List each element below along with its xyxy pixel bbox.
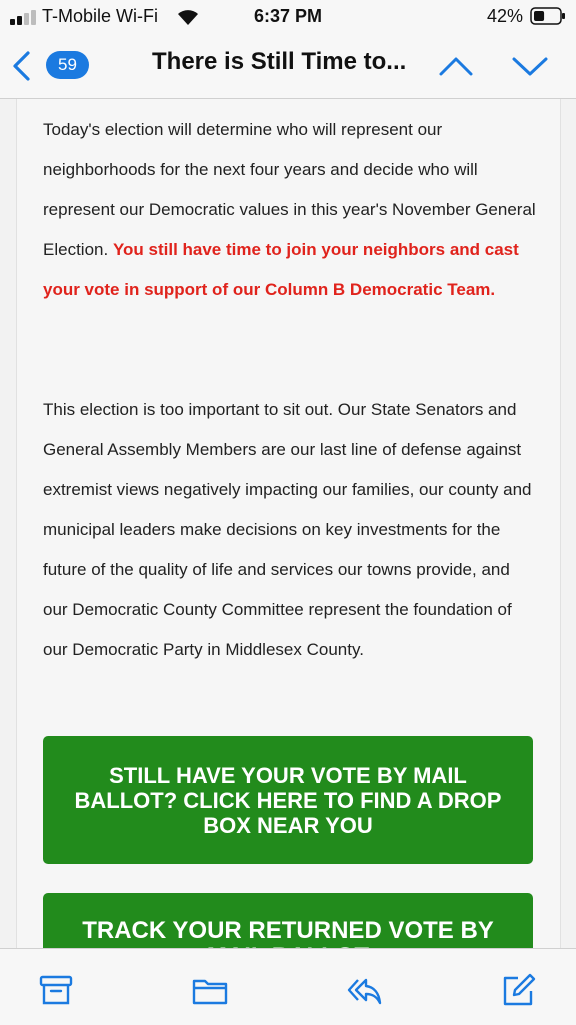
next-message-chevron-down-icon[interactable] xyxy=(511,54,549,78)
previous-message-chevron-up-icon[interactable] xyxy=(438,54,474,78)
back-chevron-icon[interactable] xyxy=(10,50,34,82)
importance-paragraph: This election is too important to sit out. Our State Senators and General Assembly Members are our last line of defense against extremist views negatively impacting our families, our county and municipal leaders make decisions on key investments for the future of the quality of life and services our towns provide, and our Democratic County Committee represent the foundation of our Democratic Party in Middlesex County. xyxy=(43,400,532,659)
bottom-toolbar xyxy=(0,948,576,1025)
carrier-name: T-Mobile Wi-Fi xyxy=(42,6,158,26)
archive-icon[interactable] xyxy=(38,973,74,1007)
mail-nav-bar xyxy=(0,34,576,99)
compose-icon[interactable] xyxy=(500,973,536,1007)
drop-box-button-label: STILL HAVE YOUR VOTE BY MAIL BALLOT? CLICK HERE TO FIND A DROP BOX NEAR YOU xyxy=(74,763,502,838)
track-ballot-button-label: TRACK YOUR RETURNED VOTE BY xyxy=(82,917,494,944)
highlighted-call-to-action: You still have time to join your neighbors and cast your vote in support of our Column B Democratic Team. xyxy=(43,240,519,299)
folder-icon[interactable] xyxy=(192,973,228,1007)
battery-percentage: 42% xyxy=(487,6,524,26)
clock: 6:37 PM xyxy=(253,6,323,26)
email-body[interactable] xyxy=(0,99,576,948)
election-paragraph xyxy=(43,110,538,310)
status-bar xyxy=(0,0,576,34)
reply-all-icon[interactable] xyxy=(346,973,382,1007)
unread-count-badge[interactable]: 59 xyxy=(46,51,89,79)
email-subject-title: There is Still Time to... xyxy=(152,48,407,75)
battery-icon xyxy=(530,7,566,25)
paragraph-text: Today's election will determine who will represent our neighborhoods for the next four years and decide who will represent our Democratic values in this year's November General Election. xyxy=(43,120,536,259)
drop-box-button[interactable] xyxy=(43,736,533,864)
